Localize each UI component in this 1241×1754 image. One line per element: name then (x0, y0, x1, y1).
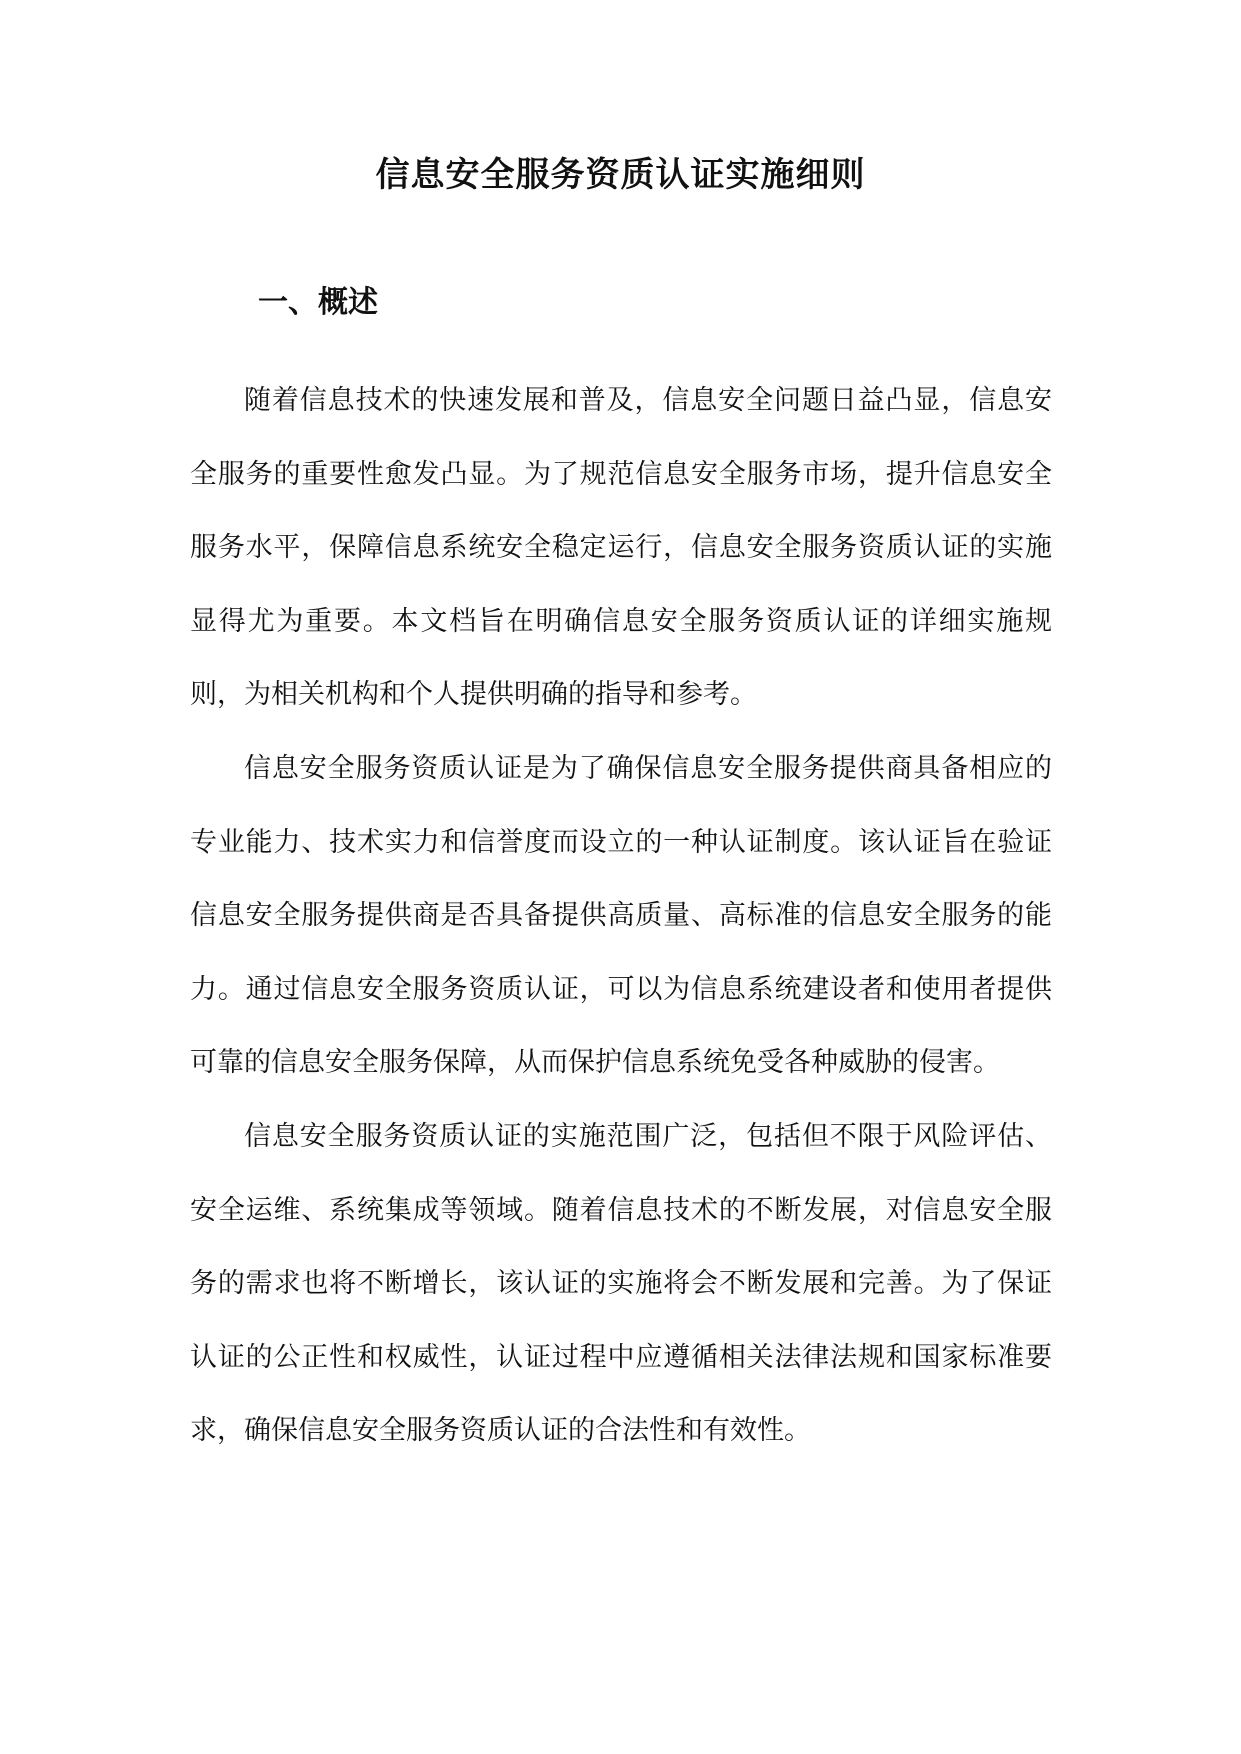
document-title: 信息安全服务资质认证实施细则 (375, 155, 866, 195)
paragraph-1: 随着信息技术的快速发展和普及，信息安全问题日益凸显，信息安全服务的重要性愈发凸显。为了规范信息安全服务市场，提升信息安全服务水平，保障信息系统安全稳定运行，信息安全服务资质认证的实施显得尤为重要。本文档旨在明确信息安全服务资质认证的详细实施规则，为相关机构和个人提供明确的指导和参考。 (190, 385, 1052, 711)
paragraph-3: 信息安全服务资质认证的实施范围广泛，包括但不限于风险评估、安全运维、系统集成等领域。随着信息技术的不断发展，对信息安全服务的需求也将不断增长，该认证的实施将会不断发展和完善。为了保证认证的公正性和权威性，认证过程中应遵循相关法律法规和国家标准要求，确保信息安全服务资质认证的合法性和有效性。 (190, 1120, 1052, 1447)
paragraph-2: 信息安全服务资质认证是为了确保信息安全服务提供商具备相应的专业能力、技术实力和信誉度而设立的一种认证制度。该认证旨在验证信息安全服务提供商是否具备提供高质量、高标准的信息安全服务的能力。通过信息安全服务资质认证，可以为信息系统建设者和使用者提供可靠的信息安全服务保障，从而保护信息系统免受各种威胁的侵害。 (190, 752, 1052, 1079)
section-body (190, 364, 1052, 1468)
section-heading: 一、概述 (258, 285, 378, 320)
